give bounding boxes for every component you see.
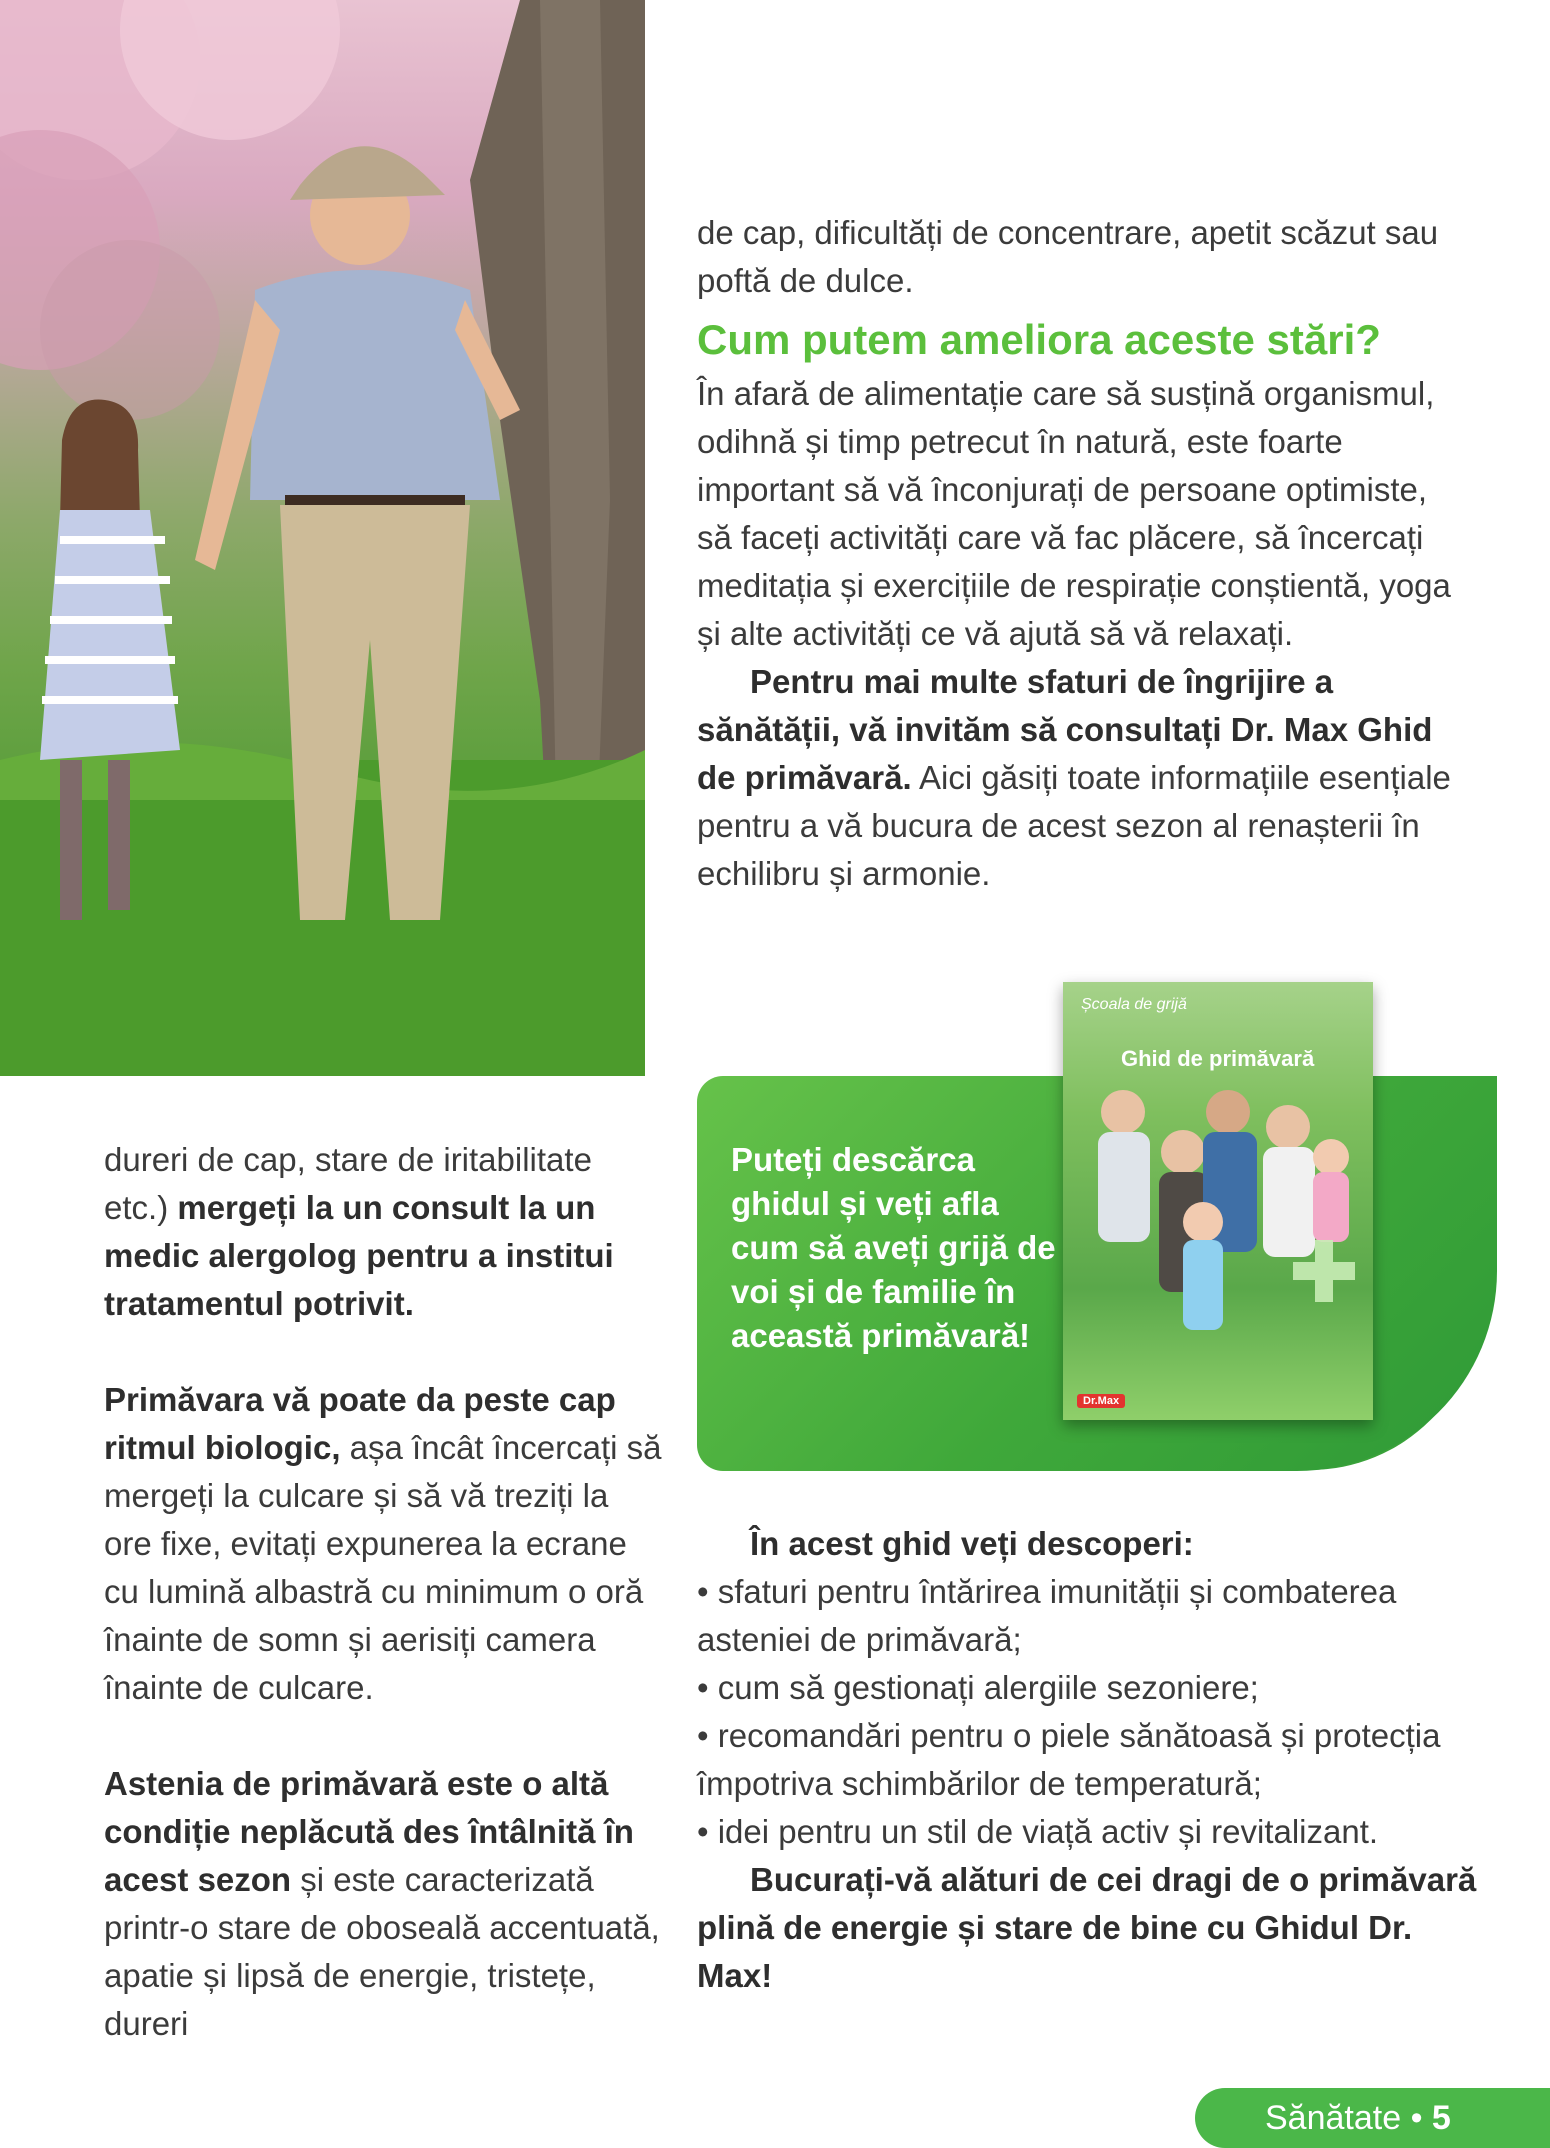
guide-invite-rest: Aici găsiți toate informațiile esențiale pentru a vă bucura de acest sezon al renașterii în echilibru și armonie. [697, 759, 1451, 892]
allergist-bold: mergeți la un consult la un medic alergolog pentru a institui tratamentul potrivit. [104, 1189, 614, 1322]
guide-booklet-cover[interactable] [1063, 982, 1373, 1420]
paragraph-guide-invite [697, 658, 1457, 898]
guide-bullet: • sfaturi pentru întărirea imunității și combaterea asteniei de primăvară; [697, 1573, 1397, 1658]
rhythm-text: așa încât încercați să mergeți la culcare și să vă treziți la ore fixe, evitați expunerea la ecrane cu lumină albastră cu minimum o oră înainte de somn și aerisiți camera înainte de culcare. [104, 1429, 662, 1706]
promo-text: Puteți descărca ghidul și veți afla cum să aveți grijă de voi și de familie în această primăvară! [731, 1141, 1056, 1354]
hero-photo [0, 0, 645, 1076]
guide-bullet: • idei pentru un stil de viață activ și revitalizant. [697, 1813, 1379, 1850]
section-heading: Cum putem ameliora aceste stări? [697, 316, 1381, 363]
left-column [104, 1136, 664, 2048]
intro-text: de cap, dificultăți de concentrare, apetit scăzut sau poftă de dulce. [697, 214, 1439, 299]
paragraph-ameliorate: În afară de alimentație care să susțină organismul, odihnă și timp petrecut în natură, este foarte important să vă înconjurați de persoane optimiste, să faceți activități care vă fac plăcere, să încercați meditația și exercițiile de respirație conștientă, yoga și alte activități ce vă ajută să vă relaxați. [697, 375, 1451, 652]
booklet-logo: Dr.Max [1077, 1394, 1125, 1408]
guide-intro: În acest ghid veți descoperi: [750, 1525, 1194, 1562]
rhythm-bold: Primăvara vă poate da peste cap ritmul biologic, [104, 1381, 616, 1466]
paragraph-biological-rhythm [104, 1376, 664, 1712]
right-column-bottom [697, 1520, 1477, 2000]
booklet-title: Ghid de primăvară [1121, 1046, 1315, 1071]
tab-separator: • [1401, 2099, 1432, 2137]
guide-bullet: • cum să gestionați alergiile sezoniere; [697, 1669, 1259, 1706]
paragraph-asthenia [104, 1760, 664, 2048]
paragraph-allergist [104, 1136, 664, 1328]
section-name: Sănătate [1265, 2099, 1402, 2137]
page-number-tab [1195, 2088, 1550, 2148]
page-number: 5 [1431, 2099, 1451, 2137]
allergist-text: dureri de cap, stare de iritabilitate etc.) [104, 1141, 592, 1226]
guide-bullet: • recomandări pentru o piele sănătoasă și protecția împotriva schimbărilor de temperatură; [697, 1717, 1441, 1802]
photo-illustration [0, 0, 645, 1076]
guide-closing: Bucurați-vă alături de cei dragi de o primăvară plină de energie și stare de bine cu Ghidul Dr. Max! [697, 1861, 1477, 1994]
asthenia-text: și este caracterizată printr-o stare de oboseală accentuată, apatie și lipsă de energie, tristețe, dureri [104, 1861, 660, 2042]
booklet-brand: Școala de grijă [1081, 996, 1187, 1013]
booklet-family-illustration [1063, 982, 1373, 1420]
guide-invite-bold: Pentru mai multe sfaturi de îngrijire a sănătății, vă invităm să consultați Dr. Max Ghid de primăvară. [697, 663, 1433, 796]
right-column-top [697, 370, 1457, 898]
asthenia-bold: Astenia de primăvară este o altă condiție neplăcută des întâlnită în acest sezon [104, 1765, 634, 1898]
